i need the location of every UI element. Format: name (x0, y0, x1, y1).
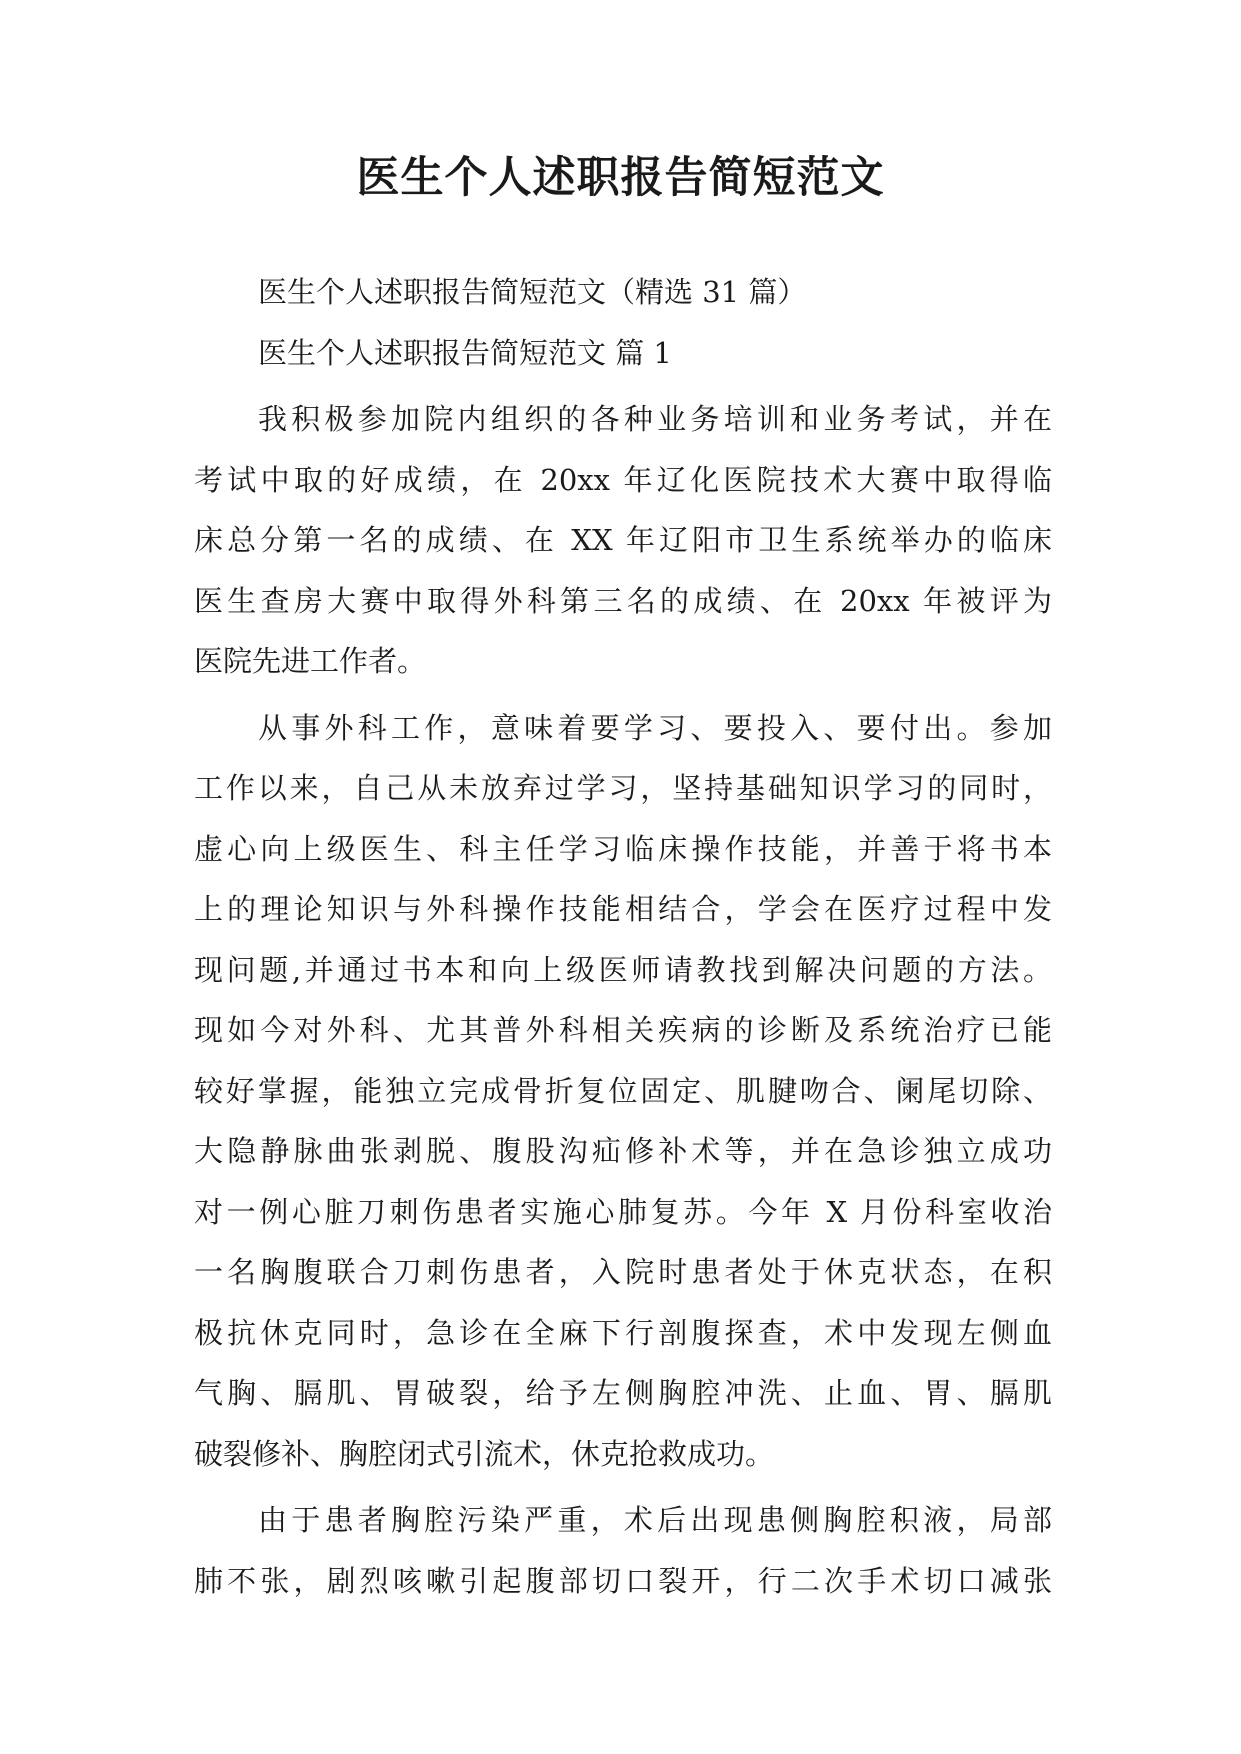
text-line: 考试中取的好成绩，在 20xx 年辽化医院技术大赛中取得临 (194, 462, 1052, 497)
text-line: 上的理论知识与外科操作技能相结合，学会在医疗过程中发 (194, 892, 1052, 926)
text-line: 气胸、膈肌、胃破裂，给予左侧胸腔冲洗、止血、胃、膈肌 (194, 1376, 1052, 1410)
document-body (194, 262, 1052, 1611)
text-line: 一名胸腹联合刀刺伤患者，入院时患者处于休克状态，在积 (194, 1255, 1052, 1289)
paragraph-1 (194, 389, 1052, 692)
text-line: 医生查房大赛中取得外科第三名的成绩、在 20xx 年被评为 (194, 583, 1052, 618)
paragraph-2 (194, 698, 1052, 1485)
text-line: 大隐静脉曲张剥脱、腹股沟疝修补术等，并在急诊独立成功 (194, 1134, 1052, 1168)
text-line: 床总分第一名的成绩、在 XX 年辽阳市卫生系统举办的临床 (194, 523, 1052, 557)
text-line: 现如今对外科、尤其普外科相关疾病的诊断及系统治疗已能 (194, 1013, 1052, 1047)
text-line: 我积极参加院内组织的各种业务培训和业务考试，并在 (258, 402, 1052, 436)
text-line: 较好掌握，能独立完成骨折复位固定、肌腱吻合、阑尾切除、 (194, 1073, 1052, 1108)
document-subtitle: 医生个人述职报告简短范文（精选 31 篇） (258, 275, 807, 309)
text-line: 肺不张，剧烈咳嗽引起腹部切口裂开，行二次手术切口减张 (194, 1563, 1052, 1598)
text-line: 由于患者胸腔污染严重，术后出现患侧胸腔积液，局部 (258, 1503, 1052, 1537)
text-line: 极抗休克同时，急诊在全麻下行剖腹探查，术中发现左侧血 (194, 1315, 1052, 1350)
paragraph-3 (194, 1490, 1052, 1611)
text-line: 工作以来，自己从未放弃过学习，坚持基础知识学习的同时， (194, 771, 1052, 805)
text-line: 从事外科工作，意味着要学习、要投入、要付出。参加 (258, 710, 1052, 745)
text-line: 虚心向上级医生、科主任学习临床操作技能，并善于将书本 (194, 831, 1052, 866)
text-line: 医院先进工作者。 (194, 644, 427, 678)
section-heading: 医生个人述职报告简短范文 篇 1 (258, 335, 672, 370)
text-line: 对一例心脏刀刺伤患者实施心肺复苏。今年 X 月份科室收治 (194, 1194, 1052, 1229)
document-title: 医生个人述职报告简短范文 (356, 153, 885, 203)
text-line: 现问题,并通过书本和向上级医师请教找到解决问题的方法。 (194, 952, 1052, 987)
text-line: 破裂修补、胸腔闭式引流术，休克抢救成功。 (194, 1436, 775, 1471)
